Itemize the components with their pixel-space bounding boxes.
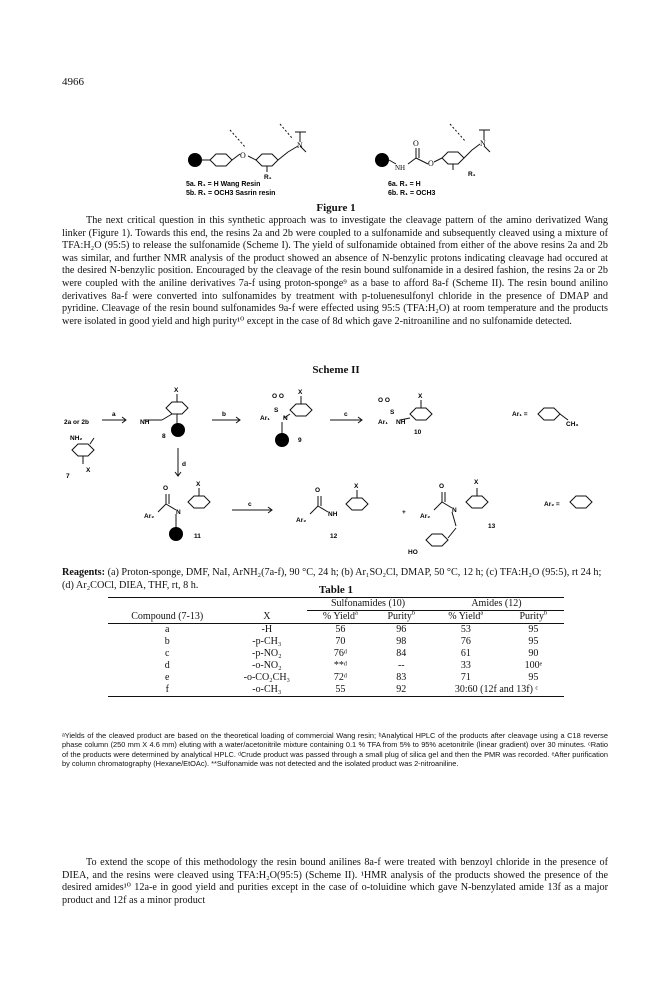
header-yield-2: % Yield$^a$ xyxy=(429,611,503,624)
step-c-2: c xyxy=(248,501,252,508)
label-6b: 6b. R₁ = OCH3 xyxy=(388,190,436,197)
n-9: N xyxy=(283,415,288,422)
nh2-7: NH₂ xyxy=(70,435,83,442)
table-1 xyxy=(108,597,564,697)
figure-1-caption: Figure 1 xyxy=(316,202,356,214)
oo-9: O O xyxy=(272,393,284,400)
compound-10: 10 xyxy=(414,429,422,436)
table-header-row xyxy=(108,611,564,624)
o-12: O xyxy=(315,487,321,494)
start-label: 2a or 2b xyxy=(64,419,89,426)
compound-11: 11 xyxy=(194,533,201,540)
resin-bead-5 xyxy=(188,153,202,167)
figure-1-structures xyxy=(150,118,530,198)
x-12: X xyxy=(354,483,359,490)
n-11: N xyxy=(176,509,181,516)
paragraph-1: The next critical question in this synthetic approach was to investigate the cleavage pattern of the amino derivatized Wang linker (Figure 1). Towards this end, the resins 2a and 2b were coupled to a sulfonamide and subsequently cleaved using a mixture of TFA:H₂O (95:5) to release the sulfonamide (Scheme I). The yield of sulfonamide obtained from either of the above resins 2a and 2b was similar, and further NMR analysis of the product showed an absence of N-benzylic protons indicating cleavage had occured at the desired N-benzylic position. Encouraged by the cleavage of the resin bound sulfonamide in a desired fashion, the resins 2a or 2b were coupled with the aniline derivatives 7a-f using proton-sponge⁹ as a base to afford 8a-f (Scheme II). The resin bound anilino derivatives 8a-f were converted into sulfonamides by treatment with p-toluenesulfonyl chloride in the presence of DMAP and pyridine. Cleavage of the resin bound sulfonamides 9a-f were effected using 95:5 (TFA:H₂O) at room temperature and the products were isolated in good yield and high purity¹⁰ except in the case of 8d which gave 2-nitroaniline and no sulfonamide detected. xyxy=(62,215,608,327)
paragraph-2: To extend the scope of this methodology the resin bound anilines 8a-f were treated with benzoyl chloride in the presence of DIEA, and the resins were cleaved using TFA:H₂O(95:5) (Scheme II). ¹HMR analysis of the products showed the presence of the desired amides¹⁰ 12a-e in good yield and purities except in the case of o-toluidine which gave N-benzylated amide 13f as a major product and 12f as a minor product xyxy=(62,857,608,906)
table-row: f -o-CH₃ 55 92 30:60 (12f and 13f) ᶜ xyxy=(108,684,564,697)
x-7: X xyxy=(86,467,91,474)
compound-8: 8 xyxy=(162,433,166,440)
n-atom: N xyxy=(297,141,303,150)
o-atom: O xyxy=(240,151,246,160)
header-yield-1: % Yield$^a$ xyxy=(307,611,374,624)
s-9: S xyxy=(274,407,279,414)
step-a: a xyxy=(112,411,116,418)
x-10: X xyxy=(418,393,423,400)
compound-7: 7 xyxy=(66,473,70,480)
n-atom-2: N xyxy=(480,139,486,148)
ch3-label: CH₃ xyxy=(566,421,579,428)
table-row: b -p-CH₃ 70 98 76 95 xyxy=(164,636,539,647)
label-5a: 5a. R₁ = H Wang Resin xyxy=(186,181,261,188)
table-row: a -H 56 96 53 95 xyxy=(165,624,539,635)
group-header-amides: Amides (12) xyxy=(429,598,564,611)
header-x: X xyxy=(227,611,308,624)
compound-12: 12 xyxy=(330,533,338,540)
nh-8: NH xyxy=(140,419,150,426)
ar2-definition: Ar₂ = xyxy=(544,501,560,508)
r1-label: R₁ xyxy=(264,174,272,181)
step-d: d xyxy=(182,461,186,468)
table-row: e -o-CO₂CH₃ 72ᵈ 83 71 95 xyxy=(165,672,539,683)
label-5b: 5b. R₁ = OCH3 Sasrin resin xyxy=(186,190,276,197)
n-13: N xyxy=(452,507,457,514)
oo-10: O O xyxy=(378,397,390,404)
o-11: O xyxy=(163,485,169,492)
page-number: 4966 xyxy=(62,76,84,88)
r1-label-2: R₁ xyxy=(468,171,476,178)
plus-sign: + xyxy=(402,509,406,516)
ho-13: HO xyxy=(408,549,418,556)
ar1-definition: Ar₁ = xyxy=(512,411,528,418)
reagents-label: Reagents: xyxy=(62,567,106,578)
ar1-10: Ar₁ xyxy=(378,419,388,426)
ar2-13: Ar₂ xyxy=(420,513,431,520)
table-row: c -p-NO₂ 76ᵈ 84 61 90 xyxy=(165,648,539,659)
resin-bead-6 xyxy=(375,153,389,167)
step-b: b xyxy=(222,411,226,418)
ar2-11: Ar₂ xyxy=(144,513,155,520)
nh-12: NH xyxy=(328,511,338,518)
x-11: X xyxy=(196,481,201,488)
o-13: O xyxy=(439,483,445,490)
reagents-text: (a) Proton-sponge, DMF, NaI, ArNH₂(7a-f), 90 °C, 24 h; (b) Ar₁SO₂Cl, DMAP, 50 °C, 12 h; (c) TFA:H₂O (95:5), rt 24 h; (d) Ar₂COCl, DIEA, THF, rt, 8 h. xyxy=(62,567,602,591)
compound-13: 13 xyxy=(488,523,496,530)
table-footnotes: ᵃYields of the cleaved product are based on the theoretical loading of commercial Wang resin; ᵇAnalytical HPLC of the products after cleavage using a C18 reverse phase column (250 mm X 4.6 mm) eluting with a water/acetonitrile mixture containing 0.1 % TFA from 5% to 95% acetonitrile (linear gradient) over 30 minutes. ᶜRatio of the products were determined by analytical HPLC. ᵈCrude product was passed through a small plug of silica gel and then the PMR was recorded. ᵉAfter purification by column chromatography (Hexane/EtOAc). **Sulfonamide was not detected and the isolated product was 2-nitroaniline. xyxy=(62,731,608,769)
table-row: d -o-NO₂ **ᵈ -- 33 100ᵉ xyxy=(164,660,543,671)
s-10: S xyxy=(390,409,395,416)
ar1-9: Ar₁ xyxy=(260,415,270,422)
group-header-sulfonamides: Sulfonamides (10) xyxy=(307,598,429,611)
x-9: X xyxy=(298,389,303,396)
nh-atom: NH xyxy=(395,164,406,172)
header-purity-2: Purity$^b$ xyxy=(503,611,564,624)
nh-10: NH xyxy=(396,419,406,426)
resin-bead-8 xyxy=(171,423,185,437)
carbonyl-o: O xyxy=(413,139,419,148)
ar2-12: Ar₂ xyxy=(296,517,307,524)
resin-bead-11 xyxy=(169,527,183,541)
resin-bead-9 xyxy=(275,433,289,447)
compound-9: 9 xyxy=(298,437,302,444)
x-8: X xyxy=(174,387,179,394)
step-c: c xyxy=(344,411,348,418)
header-compound: Compound (7-13) xyxy=(108,611,227,624)
table-1-caption: Table 1 xyxy=(318,584,354,596)
scheme-2-diagram xyxy=(62,378,622,562)
scheme-2-caption: Scheme II xyxy=(312,364,360,376)
ether-o: O xyxy=(428,159,434,168)
label-6a: 6a. R₁ = H xyxy=(388,181,421,188)
header-purity-1: Purity$^b$ xyxy=(374,611,429,624)
x-13: X xyxy=(474,479,479,486)
